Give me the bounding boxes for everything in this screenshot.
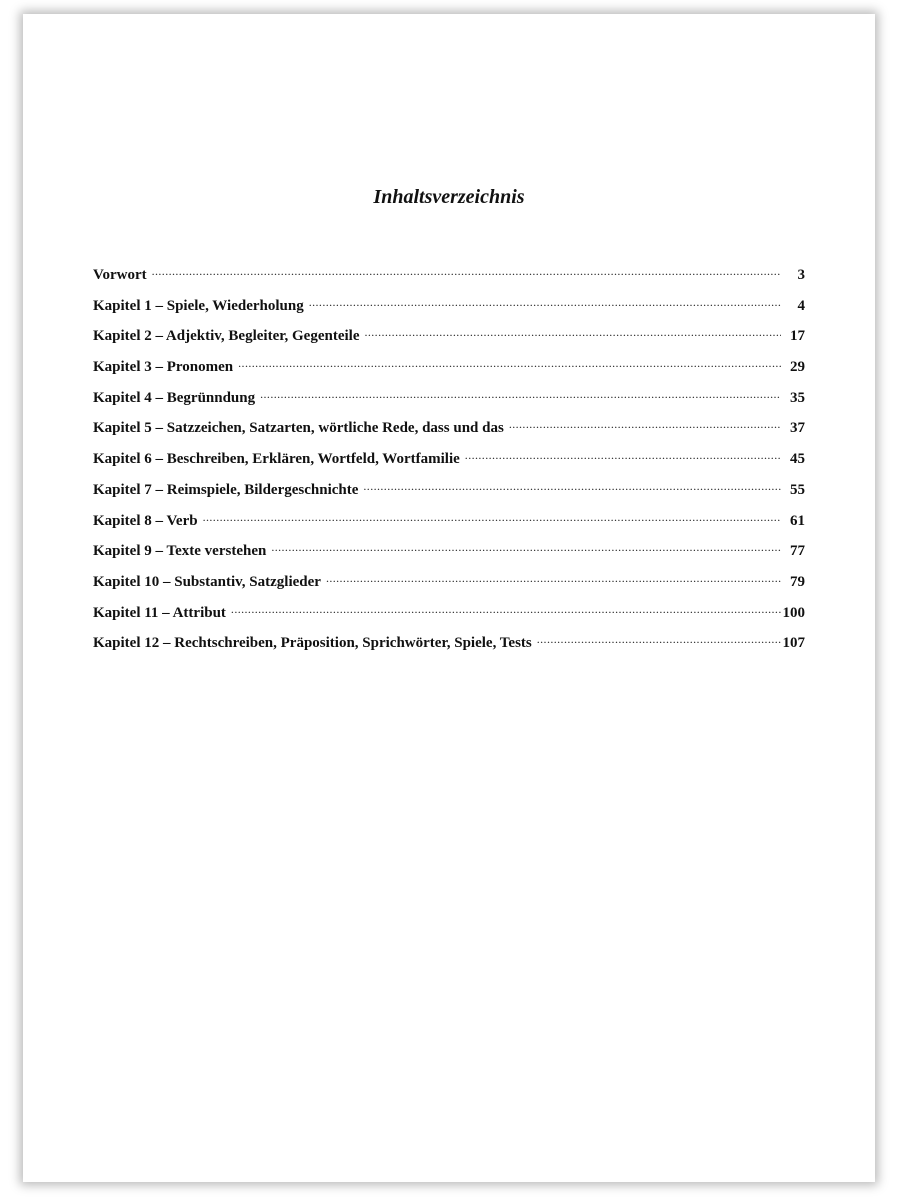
toc-entry-label: Kapitel 8 – Verb [93, 512, 198, 529]
toc-entry-page: 4 [797, 297, 805, 314]
toc-leader-dots [238, 356, 781, 371]
toc-entry-page: 107 [782, 635, 805, 652]
toc-entry-vorwort [93, 264, 805, 295]
document-page [23, 14, 875, 1182]
toc-entry-page: 35 [790, 389, 805, 406]
toc-entry-page: 61 [790, 512, 805, 529]
toc-entry-kapitel-5 [93, 417, 805, 448]
toc-entry-kapitel-1 [93, 295, 805, 326]
toc-entry-page: 45 [790, 451, 805, 468]
toc-leader-dots [509, 417, 781, 432]
toc-leader-dots [465, 448, 781, 463]
toc-entry-label: Vorwort [93, 267, 147, 283]
toc-leader-dots [152, 264, 781, 279]
toc-entry-page: 17 [790, 328, 805, 345]
toc-leader-dots [364, 325, 781, 340]
toc-entry-kapitel-8 [93, 510, 805, 541]
toc-entry-kapitel-10 [93, 571, 805, 602]
page-title: Inhaltsverzeichnis [373, 186, 525, 208]
toc-leader-dots [271, 540, 781, 555]
toc-entry-page: 55 [790, 481, 805, 498]
toc-entry-kapitel-12 [93, 632, 805, 663]
toc-entry-kapitel-4 [93, 387, 805, 418]
toc-entry-label: Kapitel 11 – Attribut [93, 604, 226, 621]
toc-entry-kapitel-2 [93, 325, 805, 356]
toc-leader-dots [203, 510, 781, 525]
toc-entry-page: 3 [797, 267, 805, 283]
toc-leader-dots [309, 295, 781, 310]
toc-leader-dots [326, 571, 781, 586]
toc-leader-dots [363, 479, 781, 494]
toc-entry-page: 29 [790, 359, 805, 376]
toc-entry-kapitel-3 [93, 356, 805, 387]
toc-entry-label: Kapitel 5 – Satzzeichen, Satzarten, wörtliche Rede, dass und das [93, 420, 504, 437]
toc-entry-kapitel-6 [93, 448, 805, 479]
toc-entry-label: Kapitel 9 – Texte verstehen [93, 543, 267, 560]
toc-entry-label: Kapitel 7 – Reimspiele, Bildergeschnichte [93, 481, 359, 498]
toc-entry-page: 77 [790, 543, 805, 560]
toc-entry-label: Kapitel 4 – Begrünndung [93, 389, 256, 406]
toc-leader-dots [537, 632, 781, 647]
toc-leader-dots [231, 602, 781, 617]
toc-entry-label: Kapitel 2 – Adjektiv, Begleiter, Gegenteile [93, 328, 360, 345]
toc-entry-label: Kapitel 6 – Beschreiben, Erklären, Wortfeld, Wortfamilie [93, 451, 460, 468]
toc-entry-kapitel-7 [93, 479, 805, 510]
table-of-contents [93, 264, 805, 663]
toc-entry-kapitel-11 [93, 602, 805, 633]
toc-entry-page: 79 [790, 573, 805, 590]
toc-entry-label: Kapitel 10 – Substantiv, Satzglieder [93, 573, 321, 590]
toc-entry-label: Kapitel 3 – Pronomen [93, 359, 234, 376]
toc-entry-kapitel-9 [93, 540, 805, 571]
toc-leader-dots [260, 387, 781, 402]
toc-entry-label: Kapitel 1 – Spiele, Wiederholung [93, 297, 304, 314]
toc-entry-page: 100 [782, 604, 805, 621]
toc-entry-label: Kapitel 12 – Rechtschreiben, Präposition, Sprichwörter, Spiele, Tests [93, 635, 532, 652]
toc-entry-page: 37 [790, 420, 805, 437]
